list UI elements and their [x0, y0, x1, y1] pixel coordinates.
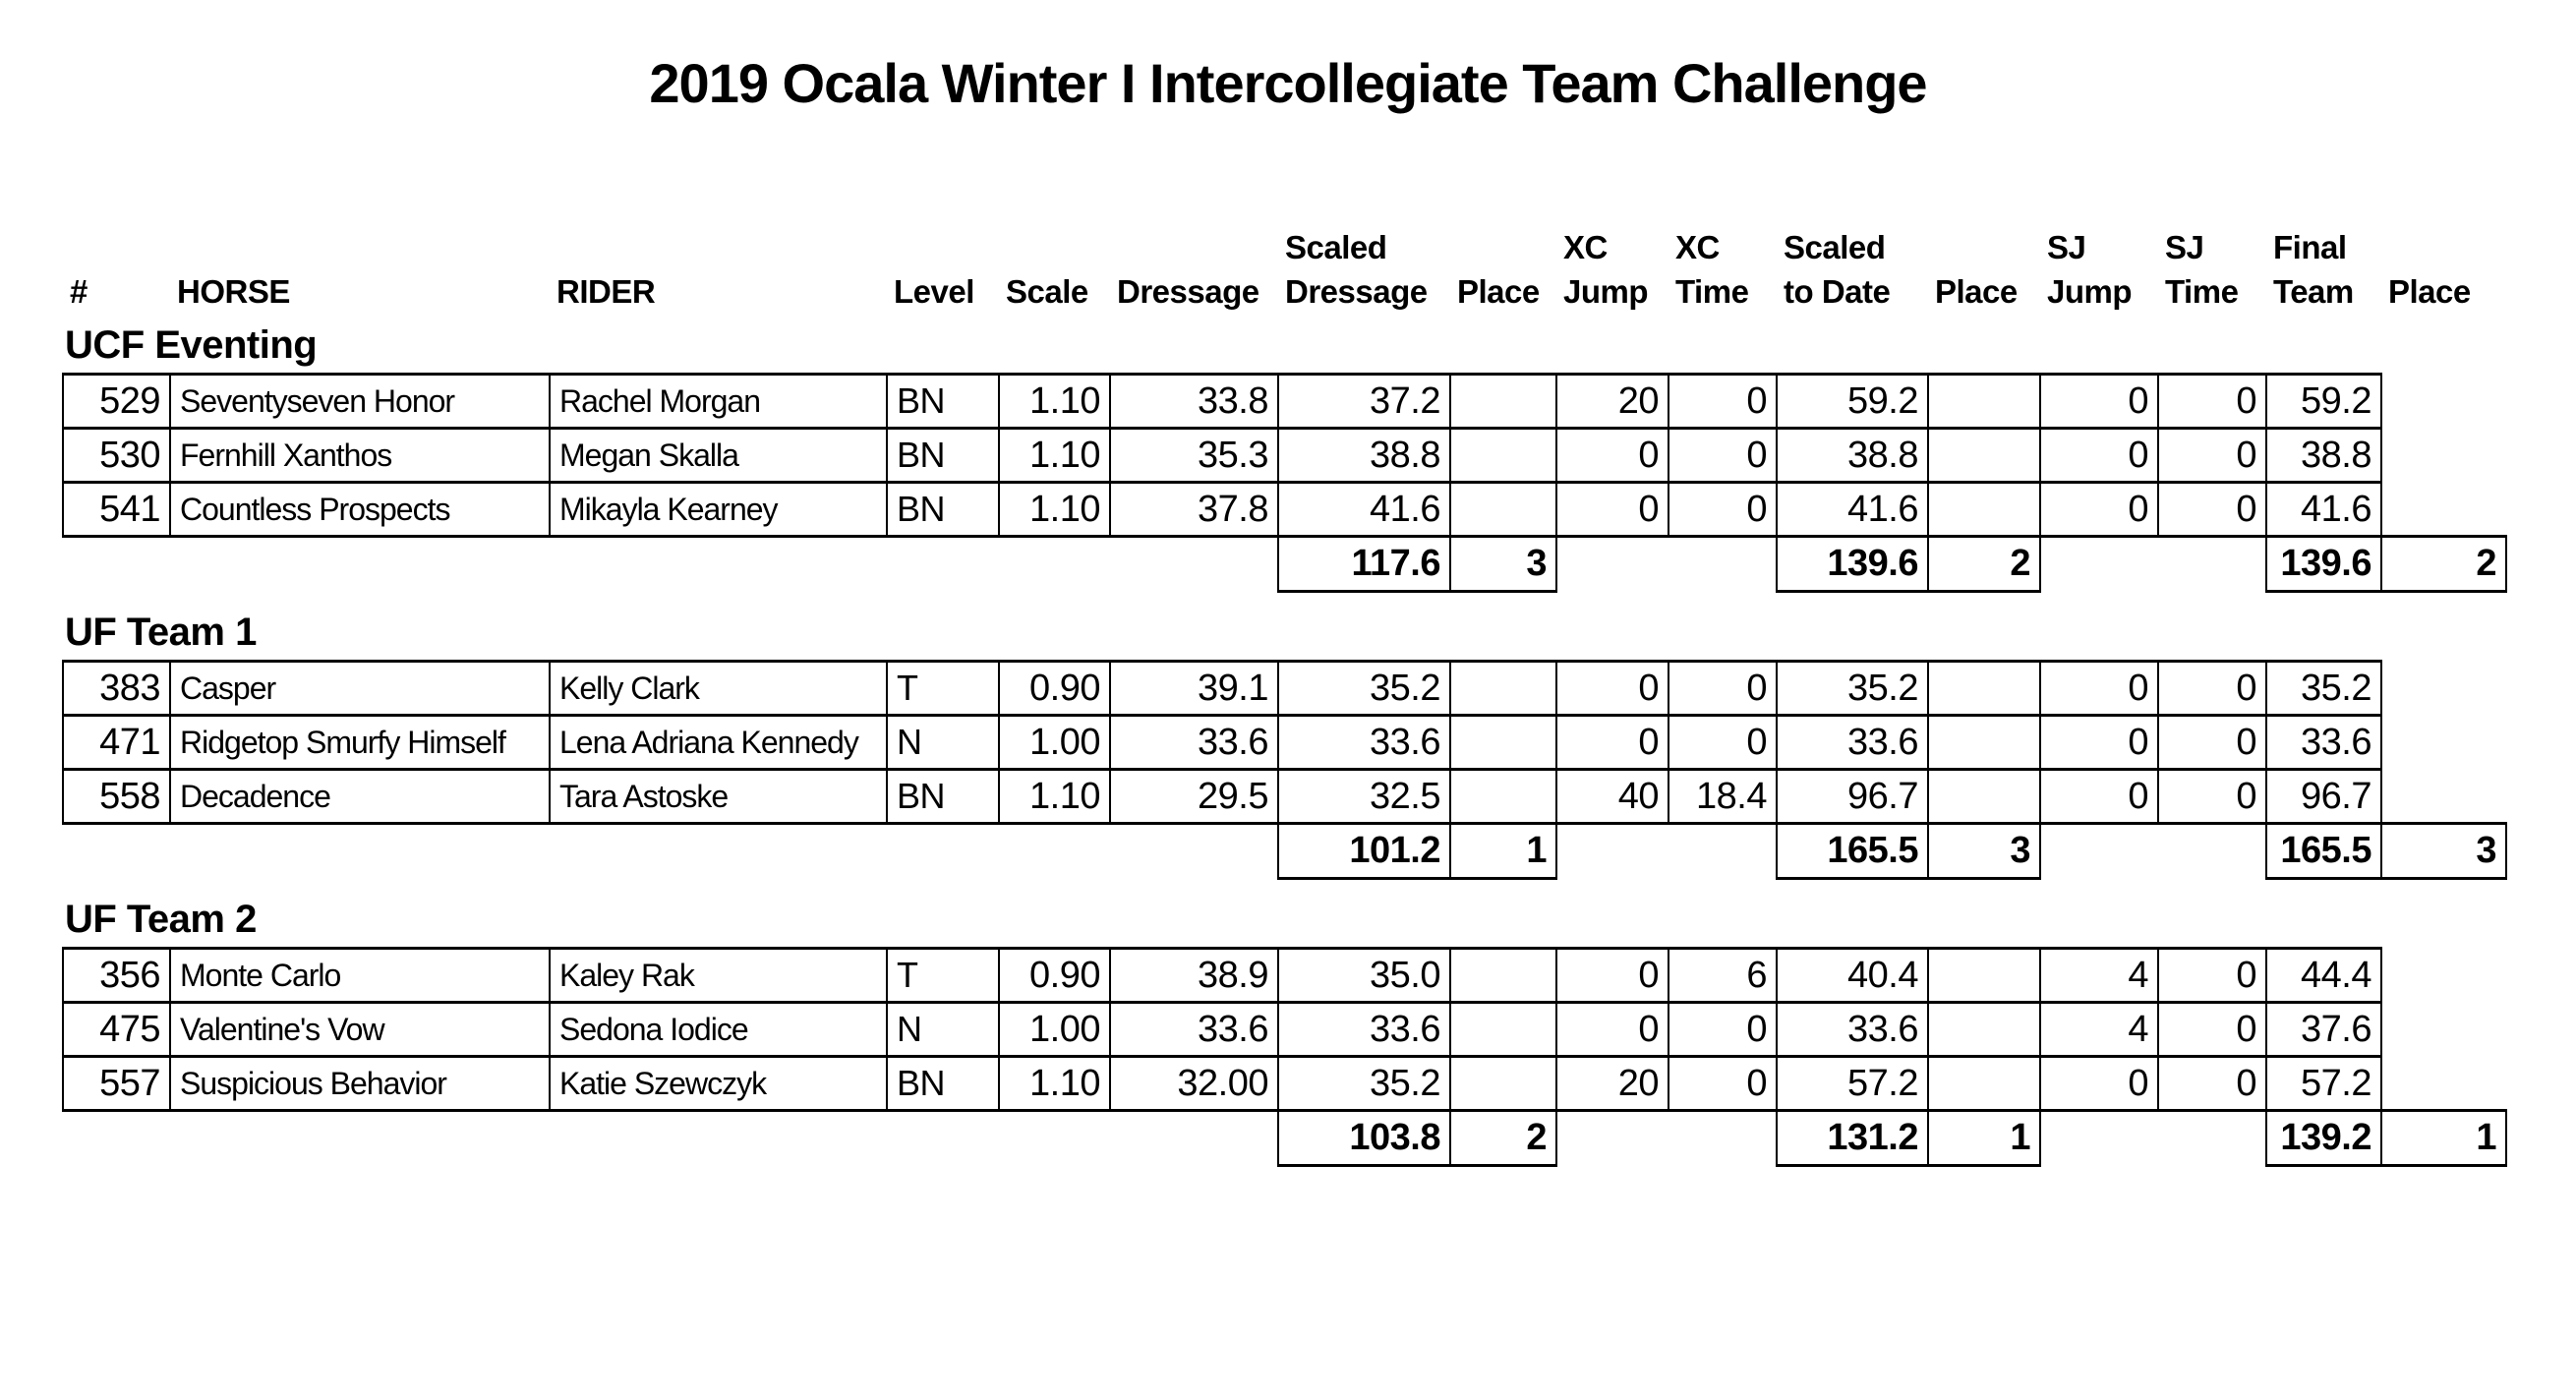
totals-spacer [63, 824, 1278, 879]
cell-scale: 1.10 [999, 375, 1110, 429]
cell-scaled-to-date: 40.4 [1777, 949, 1928, 1003]
total-final-place: 2 [2381, 537, 2506, 592]
total-scaled-to-date: 165.5 [1777, 824, 1928, 879]
team-totals-row [63, 1111, 2506, 1166]
cell-horse: Valentine's Vow [170, 1003, 550, 1057]
totals-spacer [2040, 537, 2266, 592]
cell-place [1450, 662, 1556, 716]
cell-place [1450, 483, 1556, 537]
cell-final-team: 35.2 [2266, 662, 2381, 716]
team-name: UF Team 1 [65, 611, 257, 654]
cell-scale: 1.10 [999, 483, 1110, 537]
cell-scaled-dressage: 33.6 [1278, 716, 1450, 770]
cell-xc-time: 0 [1669, 662, 1777, 716]
cell-rider: Mikayla Kearney [550, 483, 887, 537]
cell-xc-jump: 0 [1556, 949, 1669, 1003]
cell-xc-time: 0 [1669, 483, 1777, 537]
total-to-date-place: 1 [1928, 1111, 2040, 1166]
cell-level: N [887, 1003, 999, 1057]
cell-xc-jump: 0 [1556, 1003, 1669, 1057]
team-table [62, 660, 2507, 880]
cell-number: 383 [63, 662, 170, 716]
cell-rider: Kaley Rak [550, 949, 887, 1003]
team-table [62, 947, 2507, 1167]
cell-final-team: 59.2 [2266, 375, 2381, 429]
cell-xc-jump: 20 [1556, 1057, 1669, 1111]
cell-rider: Rachel Morgan [550, 375, 887, 429]
team-totals-row [63, 824, 2506, 879]
table-row [63, 429, 2506, 483]
team-totals-row [63, 537, 2506, 592]
page-title: 2019 Ocala Winter I Intercollegiate Team Challenge [649, 52, 1927, 114]
totals-spacer [1556, 824, 1777, 879]
total-to-date-place: 2 [1928, 537, 2040, 592]
cell-place [1928, 662, 2040, 716]
total-scaled-to-date: 139.6 [1777, 537, 1928, 592]
cell-level: N [887, 716, 999, 770]
cell-dressage: 33.8 [1110, 375, 1278, 429]
cell-final-team: 44.4 [2266, 949, 2381, 1003]
table-row [63, 716, 2506, 770]
cell-xc-jump: 0 [1556, 662, 1669, 716]
total-final-place: 1 [2381, 1111, 2506, 1166]
totals-spacer [63, 1111, 1278, 1166]
team-name: UF Team 2 [65, 898, 257, 941]
cell-xc-time: 0 [1669, 429, 1777, 483]
cell-xc-time: 0 [1669, 1003, 1777, 1057]
cell-place [1450, 1057, 1556, 1111]
table-row [63, 1057, 2506, 1111]
cell-scaled-dressage: 35.0 [1278, 949, 1450, 1003]
total-scaled-dressage: 101.2 [1278, 824, 1450, 879]
cell-scale: 1.00 [999, 716, 1110, 770]
cell-horse: Casper [170, 662, 550, 716]
column-headers [62, 225, 2505, 318]
header-rider: RIDER [556, 273, 656, 310]
total-final-team: 139.6 [2266, 537, 2381, 592]
header-dressage: Dressage [1117, 273, 1259, 310]
cell-number: 541 [63, 483, 170, 537]
header-sj-jump: SJ Jump [2047, 229, 2133, 310]
cell-place [1928, 375, 2040, 429]
cell-place [1450, 429, 1556, 483]
cell-sj-jump: 0 [2040, 483, 2158, 537]
cell-level: BN [887, 1057, 999, 1111]
cell-number: 530 [63, 429, 170, 483]
table-row [63, 770, 2506, 824]
header-xc-jump: XC Jump [1563, 229, 1649, 310]
cell-scaled-dressage: 32.5 [1278, 770, 1450, 824]
cell-xc-jump: 20 [1556, 375, 1669, 429]
cell-scaled-to-date: 41.6 [1777, 483, 1928, 537]
cell-scaled-to-date: 96.7 [1777, 770, 1928, 824]
total-dressage-place: 2 [1450, 1111, 1556, 1166]
cell-final-place [2381, 483, 2506, 537]
cell-level: T [887, 662, 999, 716]
cell-number: 557 [63, 1057, 170, 1111]
cell-place [1450, 770, 1556, 824]
header-final-team: Final Team [2273, 229, 2354, 310]
cell-dressage: 35.3 [1110, 429, 1278, 483]
header-scaled-to-date: Scaled to Date [1784, 229, 1891, 310]
cell-number: 529 [63, 375, 170, 429]
cell-horse: Suspicious Behavior [170, 1057, 550, 1111]
cell-rider: Tara Astoske [550, 770, 887, 824]
cell-place [1450, 375, 1556, 429]
cell-final-team: 96.7 [2266, 770, 2381, 824]
cell-rider: Lena Adriana Kennedy [550, 716, 887, 770]
table-row [63, 483, 2506, 537]
cell-number: 475 [63, 1003, 170, 1057]
cell-scale: 1.00 [999, 1003, 1110, 1057]
team-name: UCF Eventing [65, 323, 318, 367]
cell-xc-time: 0 [1669, 1057, 1777, 1111]
cell-final-team: 57.2 [2266, 1057, 2381, 1111]
cell-final-place [2381, 662, 2506, 716]
cell-place [1928, 483, 2040, 537]
cell-sj-time: 0 [2158, 716, 2266, 770]
cell-rider: Sedona Iodice [550, 1003, 887, 1057]
totals-spacer [1556, 537, 1777, 592]
header-place: Place [2388, 273, 2471, 310]
cell-place [1928, 716, 2040, 770]
total-final-team: 165.5 [2266, 824, 2381, 879]
cell-scaled-to-date: 33.6 [1777, 1003, 1928, 1057]
cell-sj-time: 0 [2158, 770, 2266, 824]
cell-sj-jump: 0 [2040, 662, 2158, 716]
team-table [62, 373, 2507, 593]
cell-dressage: 33.6 [1110, 1003, 1278, 1057]
total-dressage-place: 3 [1450, 537, 1556, 592]
table-row [63, 375, 2506, 429]
cell-horse: Decadence [170, 770, 550, 824]
cell-horse: Countless Prospects [170, 483, 550, 537]
cell-scaled-to-date: 57.2 [1777, 1057, 1928, 1111]
total-scaled-to-date: 131.2 [1777, 1111, 1928, 1166]
total-scaled-dressage: 117.6 [1278, 537, 1450, 592]
cell-level: BN [887, 483, 999, 537]
cell-sj-jump: 4 [2040, 949, 2158, 1003]
cell-scale: 1.10 [999, 1057, 1110, 1111]
cell-xc-jump: 0 [1556, 429, 1669, 483]
cell-xc-time: 0 [1669, 716, 1777, 770]
header-row [62, 225, 2505, 318]
cell-number: 356 [63, 949, 170, 1003]
header-sj-time: SJ Time [2165, 229, 2239, 310]
cell-level: BN [887, 375, 999, 429]
cell-sj-time: 0 [2158, 1003, 2266, 1057]
cell-place [1928, 429, 2040, 483]
cell-final-place [2381, 716, 2506, 770]
cell-sj-time: 0 [2158, 429, 2266, 483]
cell-dressage: 32.00 [1110, 1057, 1278, 1111]
cell-final-place [2381, 949, 2506, 1003]
cell-xc-jump: 0 [1556, 716, 1669, 770]
cell-horse: Monte Carlo [170, 949, 550, 1003]
cell-place [1928, 1057, 2040, 1111]
cell-final-place [2381, 1057, 2506, 1111]
cell-place [1450, 949, 1556, 1003]
table-row [63, 949, 2506, 1003]
cell-sj-jump: 0 [2040, 375, 2158, 429]
cell-sj-time: 0 [2158, 949, 2266, 1003]
cell-scaled-dressage: 37.2 [1278, 375, 1450, 429]
cell-final-team: 37.6 [2266, 1003, 2381, 1057]
cell-horse: Seventyseven Honor [170, 375, 550, 429]
cell-level: T [887, 949, 999, 1003]
cell-scaled-dressage: 33.6 [1278, 1003, 1450, 1057]
cell-place [1450, 1003, 1556, 1057]
cell-xc-time: 6 [1669, 949, 1777, 1003]
cell-xc-time: 0 [1669, 375, 1777, 429]
cell-horse: Ridgetop Smurfy Himself [170, 716, 550, 770]
cell-scaled-dressage: 35.2 [1278, 1057, 1450, 1111]
cell-final-place [2381, 429, 2506, 483]
cell-level: BN [887, 429, 999, 483]
header-level: Level [894, 273, 974, 310]
cell-number: 558 [63, 770, 170, 824]
cell-sj-jump: 4 [2040, 1003, 2158, 1057]
cell-final-place [2381, 1003, 2506, 1057]
total-final-team: 139.2 [2266, 1111, 2381, 1166]
cell-rider: Kelly Clark [550, 662, 887, 716]
cell-place [1450, 716, 1556, 770]
cell-sj-jump: 0 [2040, 429, 2158, 483]
header-horse: HORSE [177, 273, 290, 310]
cell-rider: Megan Skalla [550, 429, 887, 483]
totals-spacer [2040, 824, 2266, 879]
cell-scaled-dressage: 41.6 [1278, 483, 1450, 537]
table-row [63, 1003, 2506, 1057]
cell-sj-time: 0 [2158, 1057, 2266, 1111]
cell-scaled-to-date: 33.6 [1777, 716, 1928, 770]
cell-scaled-dressage: 38.8 [1278, 429, 1450, 483]
total-scaled-dressage: 103.8 [1278, 1111, 1450, 1166]
cell-scale: 1.10 [999, 770, 1110, 824]
scoresheet-page [0, 51, 2576, 1398]
cell-rider: Katie Szewczyk [550, 1057, 887, 1111]
cell-xc-jump: 40 [1556, 770, 1669, 824]
total-final-place: 3 [2381, 824, 2506, 879]
cell-scaled-to-date: 38.8 [1777, 429, 1928, 483]
cell-final-team: 41.6 [2266, 483, 2381, 537]
cell-final-place [2381, 375, 2506, 429]
totals-spacer [63, 537, 1278, 592]
cell-xc-jump: 0 [1556, 483, 1669, 537]
cell-place [1928, 1003, 2040, 1057]
cell-sj-time: 0 [2158, 375, 2266, 429]
cell-number: 471 [63, 716, 170, 770]
header-number: # [70, 273, 88, 310]
header-xc-time: XC Time [1675, 229, 1749, 310]
cell-dressage: 29.5 [1110, 770, 1278, 824]
header-scaled-dressage: Scaled Dressage [1285, 229, 1428, 310]
cell-dressage: 38.9 [1110, 949, 1278, 1003]
cell-place [1928, 770, 2040, 824]
header-place: Place [1935, 273, 2018, 310]
cell-scale: 0.90 [999, 662, 1110, 716]
cell-horse: Fernhill Xanthos [170, 429, 550, 483]
cell-dressage: 37.8 [1110, 483, 1278, 537]
total-dressage-place: 1 [1450, 824, 1556, 879]
cell-dressage: 39.1 [1110, 662, 1278, 716]
cell-scale: 0.90 [999, 949, 1110, 1003]
cell-sj-jump: 0 [2040, 716, 2158, 770]
cell-scaled-to-date: 35.2 [1777, 662, 1928, 716]
cell-level: BN [887, 770, 999, 824]
totals-spacer [1556, 1111, 1777, 1166]
total-to-date-place: 3 [1928, 824, 2040, 879]
cell-final-team: 38.8 [2266, 429, 2381, 483]
cell-xc-time: 18.4 [1669, 770, 1777, 824]
header-place: Place [1457, 273, 1540, 310]
cell-scale: 1.10 [999, 429, 1110, 483]
cell-scaled-to-date: 59.2 [1777, 375, 1928, 429]
cell-sj-jump: 0 [2040, 1057, 2158, 1111]
cell-sj-time: 0 [2158, 483, 2266, 537]
cell-place [1928, 949, 2040, 1003]
cell-dressage: 33.6 [1110, 716, 1278, 770]
cell-final-place [2381, 770, 2506, 824]
cell-scaled-dressage: 35.2 [1278, 662, 1450, 716]
cell-sj-time: 0 [2158, 662, 2266, 716]
totals-spacer [2040, 1111, 2266, 1166]
cell-sj-jump: 0 [2040, 770, 2158, 824]
cell-final-team: 33.6 [2266, 716, 2381, 770]
table-row [63, 662, 2506, 716]
header-scale: Scale [1006, 273, 1088, 310]
